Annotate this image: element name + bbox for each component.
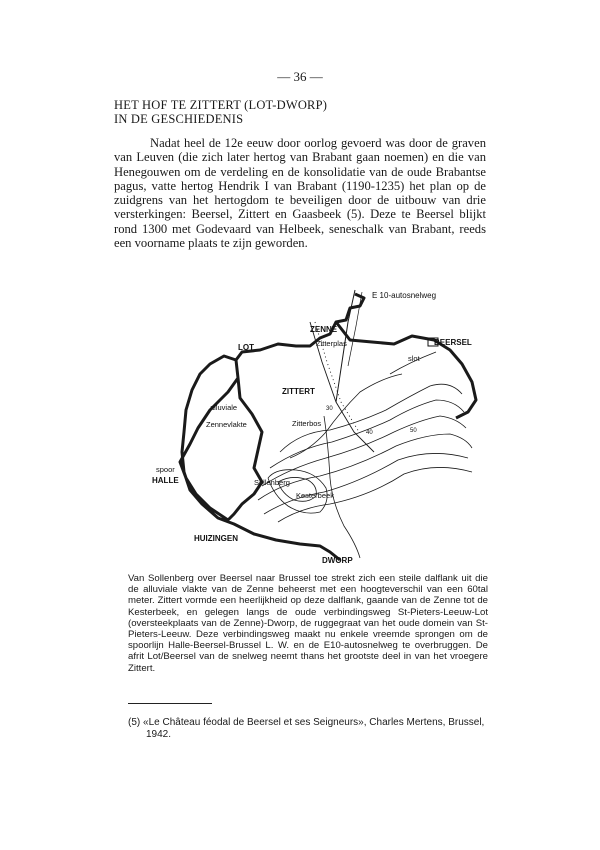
label-slot: slot xyxy=(408,354,420,363)
label-e10: E 10-autosnelweg xyxy=(372,291,437,300)
map-caption xyxy=(128,573,488,674)
label-spoor: spoor xyxy=(156,465,175,474)
label-alluviale: alluviale xyxy=(210,403,238,412)
label-zitterplas: Zitterplas xyxy=(316,339,347,348)
contour-line xyxy=(264,453,468,514)
caption-text: Van Sollenberg over Beersel naar Brussel toe strekt zich een steile dalflank uit die de alluviale vlakte van de Zenne beheerst met een hoogteverschil van een 60tal meter. Zittert vormde een heerlijkheid op deze dalflank, gaande van de Zenne tot de Kesterbeek, en gelegen langs de oude verbindingsweg St-Pieters-Leeuw-Lot (oversteekplaats van de Zenne)-Dworp, de ruggegraat van het oude domein van St-Pieters-Leeuw. Deze verbindingsweg maakt nu enkele vreemde sprongen om de spoorlijn Halle-Beersel-Brussel L. W. en de E10-autosnelweg te overbruggen. De afrit Lot/Beersel van de snelweg neemt thans het grootste deel in van het vroegere Zittert. xyxy=(128,573,488,674)
label-beersel: BEERSEL xyxy=(434,338,472,347)
label-zitterbos: Zitterbos xyxy=(292,419,322,428)
footnote-line-2: 1942. xyxy=(146,729,172,740)
label-sollenberg: Sollenberg xyxy=(254,478,290,487)
stream-line xyxy=(324,416,360,558)
heading-line-1: HET HOF TE ZITTERT (LOT-DWORP) xyxy=(114,98,328,112)
footnote-marker: (5) xyxy=(128,717,141,728)
footnote-divider xyxy=(128,703,212,704)
contour-label-30: 30 xyxy=(326,406,333,412)
label-zennevlakte: Zennevlakte xyxy=(206,420,247,429)
body-text xyxy=(114,136,486,250)
section-heading xyxy=(114,98,434,126)
boundary-east xyxy=(336,322,476,418)
footnote-line-1: «Le Château féodal de Beersel et ses Seigneurs», Charles Mertens, Brussel, xyxy=(143,717,485,728)
topographic-map xyxy=(150,282,490,582)
label-zittert: ZITTERT xyxy=(282,387,315,396)
label-lot: LOT xyxy=(238,343,254,352)
label-huizingen: HUIZINGEN xyxy=(194,534,238,543)
heading-line-2: IN DE GESCHIEDENIS xyxy=(114,112,244,126)
contour-label-50: 50 xyxy=(410,428,417,434)
label-halle: HALLE xyxy=(152,476,179,485)
label-kesterbeek: Kesterbeek xyxy=(296,491,334,500)
footnote xyxy=(128,717,488,741)
label-dworp: DWORP xyxy=(322,556,353,565)
body-paragraph: Nadat heel de 12e eeuw door oorlog gevoerd was door de graven van Leuven (die zich later hertog van Brabant gaan noemen) en die van Henegouwen om de verdeling en de konsolidatie van de oude Brabantse pagus, vatte hertog Hendrik I van Brabant (1190-1235) het plan op de zuidgrens van het hertogdom te beveiligen door de uitbouw van drie versterkingen: Beersel, Zittert en Gaasbeek (5). Deze te Beersel blijkt rond 1300 met Godevaard van Helbeek, seneschalk van Brabant, reeds een voorname plaats te zijn geworden. xyxy=(114,136,486,251)
contour-label-40: 40 xyxy=(366,430,373,436)
label-zenne: ZENNE xyxy=(310,325,338,334)
page-number: — 36 — xyxy=(277,69,323,84)
